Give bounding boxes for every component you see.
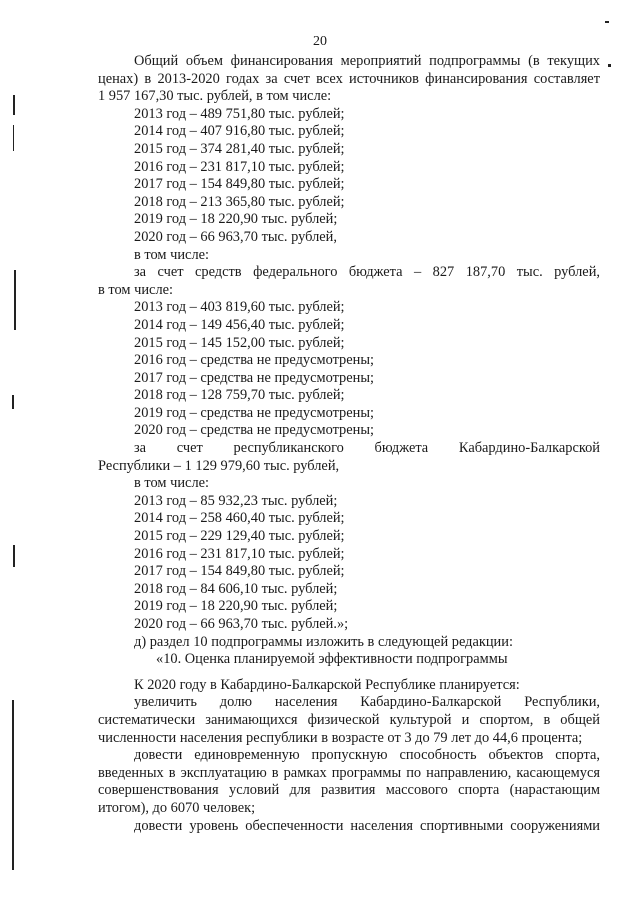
- scan-artifact-mark: [12, 395, 14, 409]
- text-line: д) раздел 10 подпрограммы изложить в следующей редакции:: [134, 633, 513, 650]
- text-line: К 2020 году в Кабардино-Балкарской Республике планируется:: [134, 676, 520, 693]
- text-line: 1 957 167,30 тыс. рублей, в том числе:: [98, 88, 332, 105]
- text-line: 2014 год – 258 460,40 тыс. рублей;: [134, 510, 345, 527]
- text-line: 2013 год – 85 932,23 тыс. рублей;: [134, 492, 338, 509]
- text-line: 2017 год – 154 849,80 тыс. рублей;: [134, 563, 345, 580]
- text-line: 2019 год – 18 220,90 тыс. рублей;: [134, 598, 338, 615]
- page-number: 20: [313, 34, 327, 49]
- text-line: 2013 год – 403 819,60 тыс. рублей;: [134, 299, 345, 316]
- text-line: 2015 год – 374 281,40 тыс. рублей;: [134, 140, 345, 157]
- text-line: 2020 год – средства не предусмотрены;: [134, 422, 374, 439]
- text-line: 2018 год – 213 365,80 тыс. рублей;: [134, 193, 345, 210]
- text-line: 2013 год – 489 751,80 тыс. рублей;: [134, 105, 345, 122]
- text-line: Республики – 1 129 979,60 тыс. рублей,: [98, 457, 340, 474]
- text-line: довести уровень обеспеченности населения спортивными сооружениями: [134, 817, 600, 834]
- text-line: «10. Оценка планируемой эффективности подпрограммы: [156, 651, 508, 668]
- text-line: за счет республиканского бюджета Кабардино-Балкарской: [134, 440, 600, 457]
- scan-artifact-mark: [13, 125, 14, 151]
- text-line: в том числе:: [134, 246, 210, 263]
- text-line: увеличить долю населения Кабардино-Балкарской Республики, систематически занимающихся физической культурой и спортом, в общей численности населения республики в возрасте от 3 до 79 лет до 44,6 процента;: [98, 694, 600, 746]
- text-line: 2018 год – 128 759,70 тыс. рублей;: [134, 387, 345, 404]
- text-line: 2014 год – 407 916,80 тыс. рублей;: [134, 123, 345, 140]
- text-line: за счет средств федерального бюджета – 827 187,70 тыс. рублей,: [134, 264, 600, 281]
- text-line: довести единовременную пропускную способность объектов спорта, введенных в эксплуатацию в рамках программы по направлению, касающемуся совершенствования условий для развития массового спорта (нарастающим итогом), до 6070 человек;: [98, 747, 600, 816]
- text-line: 2016 год – средства не предусмотрены;: [134, 352, 374, 369]
- scan-artifact-mark: [605, 21, 609, 23]
- scan-artifact-mark: [12, 700, 14, 870]
- text-line: в том числе:: [134, 475, 210, 492]
- text-line: 2019 год – средства не предусмотрены;: [134, 404, 374, 421]
- scan-artifact-mark: [13, 95, 15, 115]
- document-body: [98, 53, 600, 835]
- text-line: ценах) в 2013-2020 годах за счет всех источников финансирования составляет: [98, 70, 600, 87]
- text-line: 2018 год – 84 606,10 тыс. рублей;: [134, 580, 338, 597]
- text-line: 2016 год – 231 817,10 тыс. рублей;: [134, 158, 345, 175]
- scan-artifact-mark: [13, 545, 15, 567]
- text-line: 2015 год – 145 152,00 тыс. рублей;: [134, 334, 345, 351]
- paragraph-gap: [98, 669, 600, 677]
- text-line: 2016 год – 231 817,10 тыс. рублей;: [134, 545, 345, 562]
- text-line: 2014 год – 149 456,40 тыс. рублей;: [134, 316, 345, 333]
- scan-artifact-mark: [14, 270, 16, 330]
- text-line: 2020 год – 66 963,70 тыс. рублей,: [134, 228, 337, 245]
- text-line: 2017 год – средства не предусмотрены;: [134, 369, 374, 386]
- text-line: 2017 год – 154 849,80 тыс. рублей;: [134, 176, 345, 193]
- text-line: в том числе:: [98, 281, 174, 298]
- text-line: 2020 год – 66 963,70 тыс. рублей.»;: [134, 616, 349, 632]
- text-line: Общий объем финансирования мероприятий подпрограммы (в текущих: [134, 53, 600, 69]
- text-line: 2015 год – 229 129,40 тыс. рублей;: [134, 528, 345, 545]
- scan-artifact-mark: [608, 64, 611, 67]
- text-line: 2019 год – 18 220,90 тыс. рублей;: [134, 211, 338, 228]
